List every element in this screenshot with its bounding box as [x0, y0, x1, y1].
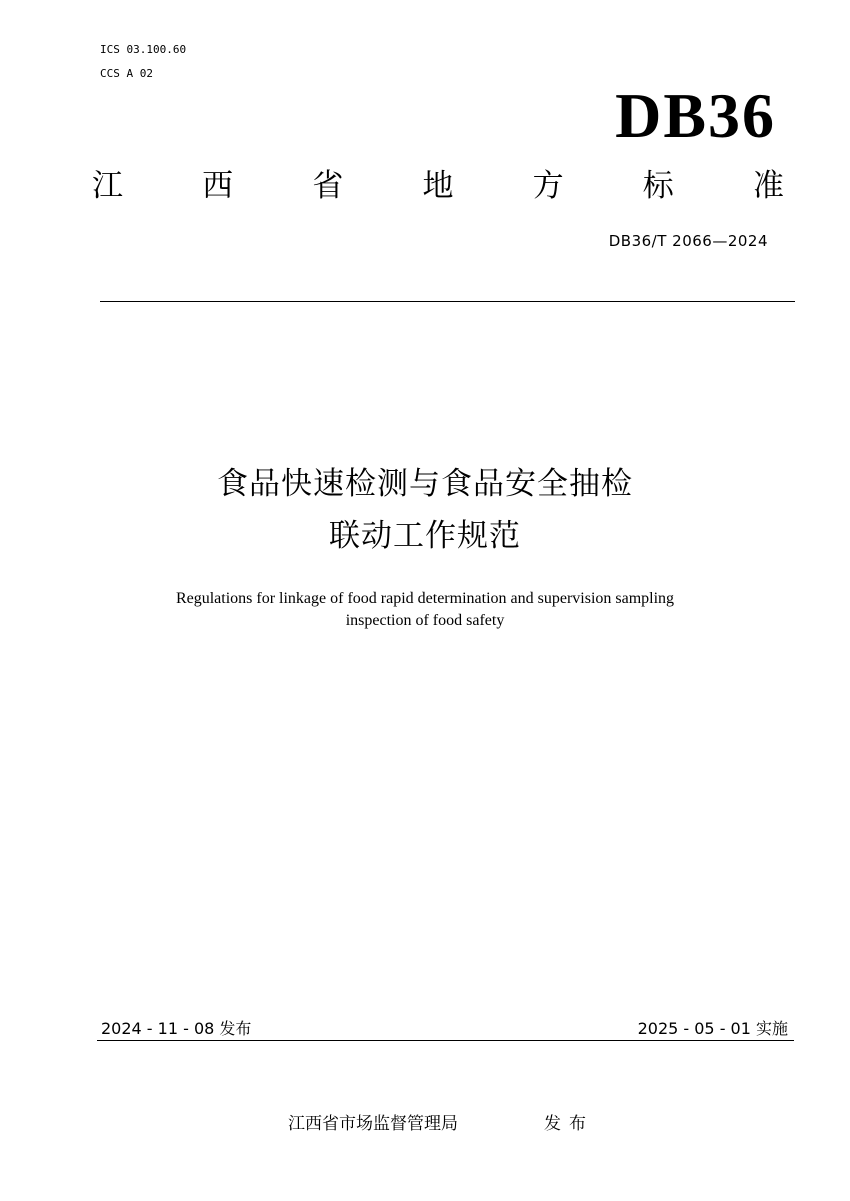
title-english-line1: Regulations for linkage of food rapid determination and supervision sampling: [175, 590, 675, 607]
ics-code: ICS 03.100.60: [100, 43, 187, 56]
title-chinese: [0, 458, 850, 562]
standard-type-char: 省: [312, 168, 344, 204]
title-english-line2: inspection of food safety: [345, 612, 505, 629]
title-chinese-line1: 食品快速检测与食品安全抽检: [217, 466, 633, 502]
top-divider: [100, 301, 795, 302]
standard-type-char: 标: [642, 168, 674, 204]
issuing-authority: 江西省市场监督管理局: [288, 1114, 458, 1134]
standard-type-char: 西: [202, 168, 234, 204]
title-english: [0, 588, 850, 632]
standard-type-char: 江: [92, 168, 123, 204]
implementation-date: 2025 - 05 - 01 实施: [637, 1019, 788, 1038]
bottom-divider: [97, 1040, 794, 1041]
ccs-code: CCS A 02: [100, 67, 153, 80]
db-logo: DB36: [615, 80, 776, 151]
standard-type-char: 准: [752, 168, 784, 204]
issue-date: 2024 - 11 - 08 发布: [101, 1019, 252, 1038]
standard-type: [92, 162, 784, 210]
title-chinese-line2: 联动工作规范: [329, 518, 521, 554]
issue-label: 发布: [544, 1114, 594, 1134]
standard-type-char: 方: [532, 168, 564, 204]
standard-type-char: 地: [422, 168, 454, 204]
standard-number: DB36/T 2066—2024: [608, 232, 768, 250]
